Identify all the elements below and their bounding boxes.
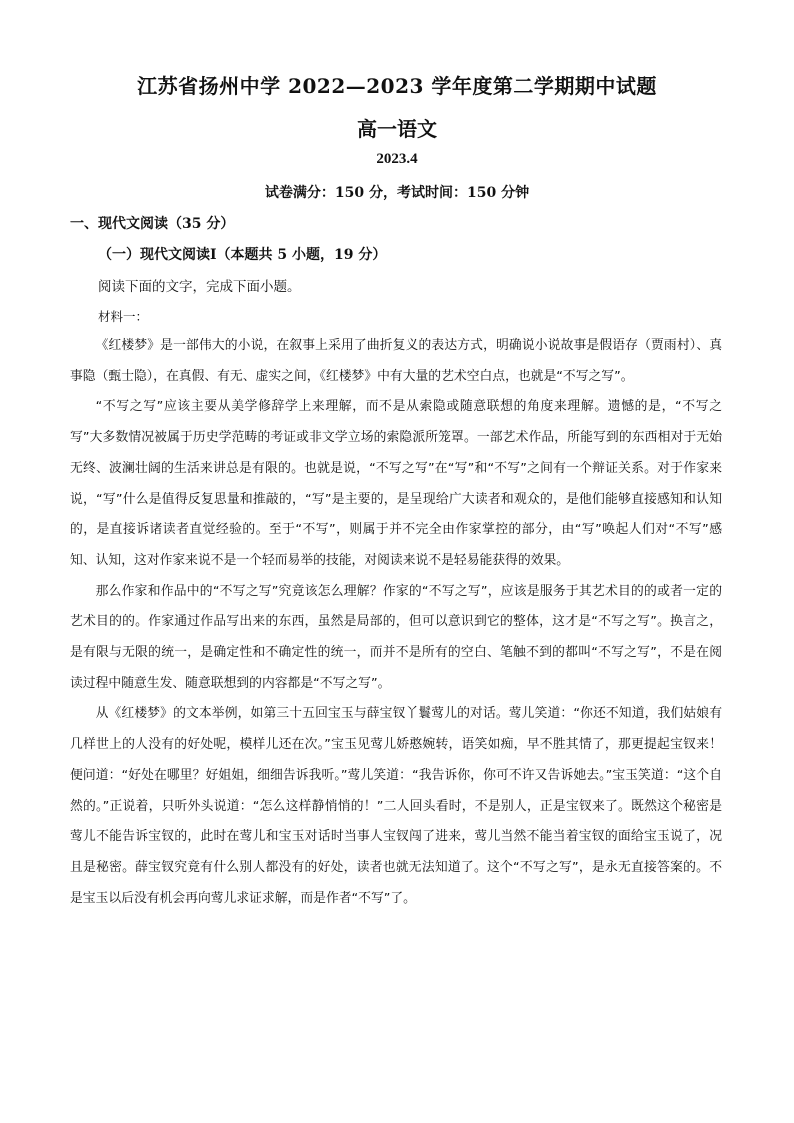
paragraph: “不写之写”应该主要从美学修辞学上来理解，而不是从索隐或随意联想的角度来理解。遗憾的是，“不写之写”大多数情况被属于历史学范畴的考证或非文学立场的索隐派所笼罩。一部艺术作品，所能写到的东西相对于无始无终、波澜壮阔的生活来讲总是有限的。也就是说，“不写之写”在“写”和“不写”之间有一个辩证关系。对于作家来说，“写”什么是值得反复思量和推敲的，“写”是主要的，是呈现给广大读者和观众的，是他们能够直接感知和认知的，是直接诉诸读者直觉经验的。至于“不写”，则属于并不完全由作家掌控的部分，由“写”唤起人们对“不写”感知、认知，这对作家来说不是一个轻而易举的技能，对阅读来说不是轻易能获得的效果。 — [70, 399, 722, 568]
exam-meta: 试卷满分：150 分，考试时间：150 分钟 — [264, 185, 530, 201]
subsection-heading: （一）现代文阅读Ⅰ（本题共 5 小题，19 分） — [98, 247, 387, 263]
section-heading: 一、现代文阅读（35 分） — [70, 216, 235, 232]
passage-body — [70, 331, 722, 914]
reading-instruction: 阅读下面的文字，完成下面小题。 — [98, 279, 301, 295]
paragraph: 《红楼梦》是一部伟大的小说，在叙事上采用了曲折复义的表达方式，明确说小说故事是假语存（贾雨村）、真事隐（甄士隐），在真假、有无、虚实之间，《红楼梦》中有大量的艺术空白点，也就是“不写之写”。 — [70, 338, 722, 384]
exam-date: 2023.4 — [376, 151, 418, 167]
paragraph: 那么作家和作品中的“不写之写”究竟该怎么理解？作家的“不写之写”，应该是服务于其艺术目的的或者一定的艺术目的的。作家通过作品写出来的东西，虽然是局部的，但可以意识到它的整体，这才是“不写之写”。换言之，是有限与无限的统一，是确定性和不确定性的统一，而并不是所有的空白、笔触不到的都叫“不写之写”，不是在阅读过程中随意生发、随意联想到的内容都是“不写之写”。 — [70, 583, 722, 691]
exam-subtitle: 高一语文 — [357, 117, 437, 141]
material-label: 材料一： — [98, 309, 149, 324]
paragraph: 从《红楼梦》的文本举例，如第三十五回宝玉与薛宝钗丫鬟莺儿的对话。莺儿笑道：“你还不知道，我们姑娘有几样世上的人没有的好处呢，模样儿还在次。”宝玉见莺儿娇憨婉转，语笑如痴，早不胜其情了，那更提起宝钗来！便问道：“好处在哪里？好姐姐，细细告诉我听。”莺儿笑道：“我告诉你，你可不许又告诉她去。”宝玉笑道：“这个自然的。”正说着，只听外头说道：“怎么这样静悄悄的！”二人回头看时，不是别人，正是宝钗来了。既然这个秘密是莺儿不能告诉宝钗的，此时在莺儿和宝玉对话时当事人宝钗闯了进来，莺儿当然不能当着宝钗的面给宝玉说了，况且是秘密。薛宝钗究竟有什么别人都没有的好处，读者也就无法知道了。这个“不写之写”，是永无直接答案的。不是宝玉以后没有机会再向莺儿求证求解，而是作者“不写”了。 — [70, 706, 722, 906]
exam-title: 江苏省扬州中学 2022—2023 学年度第二学期期中试题 — [137, 74, 657, 98]
